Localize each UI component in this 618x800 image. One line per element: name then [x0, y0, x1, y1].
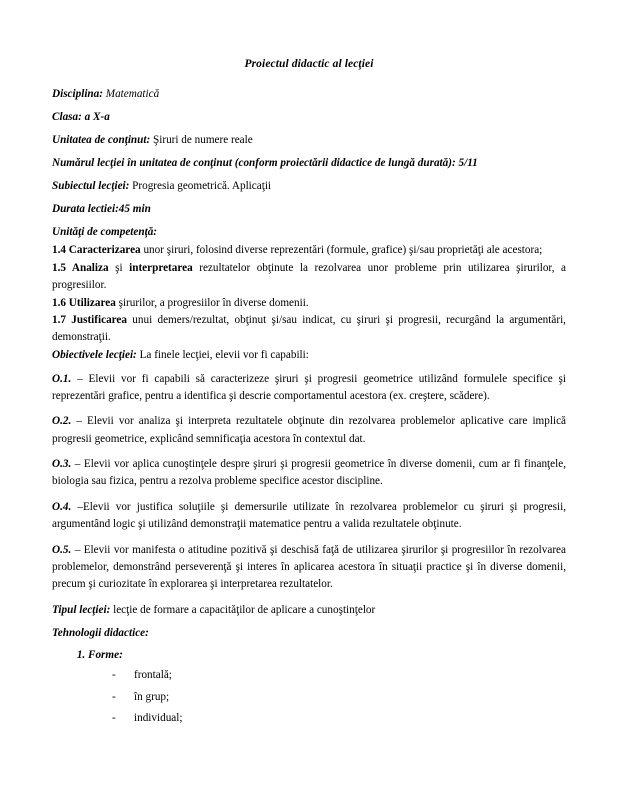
objective-text-5: – Elevii vor manifesta o atitudine pozitivă şi deschisă faţă de utilizarea şirurilor şi progresiilor în rezolvarea problemelor, demonstrând perseverenţă şi interes în aplicarea acestora în situaţii practice şi în diverse domenii, precum şi curiozitate în explorarea şi interpretarea rezultatelor.: [52, 543, 566, 591]
objective-code-2: O.2.: [52, 415, 72, 428]
field-tehnologii-didactice-label: Tehnologii didactice:: [52, 626, 149, 639]
field-disciplina-value: Matematică: [102, 88, 160, 100]
list-item: - frontală;: [112, 665, 566, 687]
objectives-header: [52, 347, 566, 364]
objective-item-1: [52, 371, 566, 406]
competence-code-2b: interpretarea: [129, 261, 193, 274]
competence-code-1: 1.4 Caracterizarea: [52, 244, 141, 257]
competence-code-3: 1.6 Utilizarea: [52, 296, 116, 309]
field-clasa-label: Clasa: a X-a: [52, 111, 110, 124]
field-clasa: [52, 109, 566, 126]
field-durata-lectiei-label: Durata lectiei:45 min: [52, 203, 151, 216]
objective-item-5: [52, 542, 566, 594]
field-unitatea-continut-label: Unitatea de conţinut:: [52, 134, 151, 147]
competence-item-4: [52, 312, 566, 346]
field-tipul-lectiei: [52, 602, 566, 619]
competence-code-4: 1.7 Justificarea: [52, 314, 127, 327]
objective-item-2: [52, 413, 566, 448]
field-subiectul-lectiei-value: Progresia geometrică. Aplicaţii: [129, 180, 272, 193]
list-item: - în grup;: [112, 687, 566, 709]
competence-text-4: unui demers/rezultat, obţinut şi/sau indicat, cu şiruri şi progresii, recurgând la argumentări, demonstraţii.: [52, 314, 566, 344]
forms-sublist: [88, 665, 566, 731]
forms-label: Forme:: [88, 648, 123, 661]
objective-item-3: [52, 456, 566, 491]
field-tehnologii-didactice: [52, 625, 566, 642]
objective-text-3: – Elevii vor aplica cunoştinţele despre şiruri şi progresii geometrice în diverse domenii, cum ar fi finanţele, biologia sau fizica, pentru a rezolva probleme specifice acestor discipline.: [52, 458, 566, 488]
competence-item-2: [52, 260, 566, 294]
field-subiectul-lectiei: [52, 178, 566, 195]
objective-text-4: –Elevii vor justifica soluţiile şi demersurile utilizate în rezolvarea problemelor cu şiruri şi progresii, argumentând logic şi utilizând demonstraţii matematice pentru a valida rezultatele obţinute.: [52, 500, 566, 531]
field-unitati-competenta-label: Unităţi de competenţă:: [52, 226, 158, 239]
field-numarul-lectiei: [52, 155, 566, 172]
objective-code-4: O.4.: [52, 500, 72, 513]
field-tipul-lectiei-value: lecţie de formare a capacităţilor de aplicare a cunoştinţelor: [110, 603, 376, 616]
field-unitatea-continut: [52, 132, 566, 149]
objective-text-1: – Elevii vor fi capabili să caracterizeze şiruri şi progresii geometrice utilizând formulele specifice şi reprezentări grafice, pentru a identifica şi descrie comportamentul acestora (ex. creştere, scădere).: [52, 372, 566, 403]
field-unitati-competenta: [52, 224, 566, 241]
competence-item-3: [52, 295, 566, 312]
objective-item-4: [52, 499, 566, 534]
field-tipul-lectiei-label: Tipul lecţiei:: [52, 603, 111, 616]
competence-text-2: rezultatelor obţinute la rezolvarea unor probleme prin utilizarea şirurilor, a progresiilor.: [52, 261, 566, 291]
field-disciplina: [52, 86, 566, 103]
objectives-header-value: La finele lecţiei, elevii vor fi capabili:: [136, 348, 309, 361]
competence-code-2: 1.5 Analiza: [52, 261, 109, 274]
field-unitatea-continut-value: Şiruri de numere reale: [150, 134, 253, 147]
field-disciplina-label: Disciplina:: [52, 88, 103, 100]
technologies-list: [52, 646, 566, 731]
competence-mid-2: şi: [108, 261, 130, 274]
competence-item-1: [52, 242, 566, 259]
page-title: Proiectul didactic al lecţiei: [244, 58, 374, 70]
objective-code-3: O.3.: [52, 458, 72, 471]
list-item: [88, 646, 566, 731]
list-item: - individual;: [112, 708, 566, 730]
objective-text-2: – Elevii vor analiza şi interpreta rezultatele obţinute din rezolvarea problemelor aplicative care implică progresii geometrice, explicând semnificaţia acestora în contextul dat.: [52, 415, 566, 445]
field-numarul-lectiei-label: Numărul lecţiei în unitatea de conţinut (conform proiectării didactice de lungă durată): 5/11: [52, 157, 478, 170]
objectives-header-label: Obiectivele lecţiei:: [52, 348, 137, 361]
objective-code-1: O.1.: [52, 372, 72, 385]
field-subiectul-lectiei-label: Subiectul lecţiei:: [52, 180, 130, 193]
objective-code-5: O.5.: [52, 543, 72, 556]
competence-text-3: şirurilor, a progresiilor în diverse domenii.: [115, 296, 309, 309]
competence-text-1: unor şiruri, folosind diverse reprezentări (formule, grafice) şi/sau proprietăţi ale acestora;: [140, 244, 543, 257]
field-durata-lectiei: [52, 201, 566, 218]
